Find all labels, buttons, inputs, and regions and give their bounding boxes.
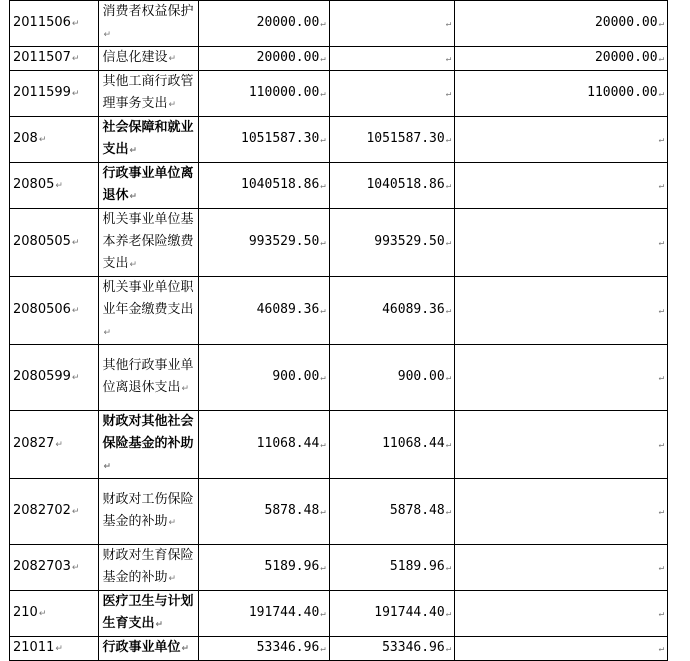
cell-text: 20827 [13,436,55,451]
cell-name [99,591,199,637]
cell-col4 [329,345,454,411]
paragraph-return-icon: ↵ [658,507,664,517]
cell-text: 财政对生育保险基金的补助 [102,548,194,585]
paragraph-return-icon: ↵ [658,89,664,99]
cell-col3 [199,277,330,345]
cell-text: 900.00 [397,369,445,384]
cell-name [99,117,199,163]
table-row [10,277,668,345]
cell-col5 [455,209,668,277]
table-row [10,71,668,117]
paragraph-return-icon: ↵ [168,518,176,528]
cell-text: 医疗卫生与计划生育支出 [102,594,194,631]
paragraph-return-icon: ↵ [181,644,189,654]
cell-col3 [199,479,330,545]
cell-text: 1051587.30 [366,131,445,146]
cell-col3 [199,47,330,71]
table-row [10,1,668,47]
cell-col3 [199,1,330,47]
cell-name [99,479,199,545]
cell-code [10,411,99,479]
cell-col3 [199,545,330,591]
paragraph-return-icon: ↵ [168,54,176,64]
cell-text: 行政事业单位 [102,640,181,655]
table-row [10,411,668,479]
cell-col4 [329,277,454,345]
cell-col3 [199,71,330,117]
cell-text: 5878.48 [389,503,445,518]
cell-text: 财政对工伤保险基金的补助 [102,492,194,529]
cell-text: 2082702 [13,503,71,518]
cell-name [99,47,199,71]
paragraph-return-icon: ↵ [320,609,326,619]
paragraph-return-icon: ↵ [445,89,452,99]
cell-text: 2080506 [13,302,71,317]
cell-code [10,545,99,591]
paragraph-return-icon: ↵ [658,181,664,191]
paragraph-return-icon: ↵ [181,384,189,394]
cell-text: 20805 [13,177,55,192]
paragraph-return-icon: ↵ [71,306,80,316]
cell-col4 [329,479,454,545]
cell-col5 [455,47,668,71]
cell-code [10,117,99,163]
table-row [10,163,668,209]
cell-code [10,277,99,345]
cell-col5 [455,1,668,47]
paragraph-return-icon: ↵ [320,238,326,248]
paragraph-return-icon: ↵ [129,260,137,270]
paragraph-return-icon: ↵ [658,609,664,619]
paragraph-return-icon: ↵ [658,238,664,248]
cell-name [99,71,199,117]
paragraph-return-icon: ↵ [168,574,176,584]
cell-code [10,209,99,277]
cell-text: 20000.00 [594,15,658,30]
paragraph-return-icon: ↵ [658,440,664,450]
table-row [10,345,668,411]
cell-text: 110000.00 [248,85,320,100]
paragraph-return-icon: ↵ [320,89,326,99]
cell-code [10,47,99,71]
cell-text: 1051587.30 [241,131,320,146]
cell-col5 [455,591,668,637]
cell-text: 20000.00 [256,50,320,65]
paragraph-return-icon: ↵ [320,135,326,145]
paragraph-return-icon: ↵ [71,238,80,248]
cell-text: 2011506 [13,15,71,30]
cell-text: 财政对其他社会保险基金的补助 [102,414,194,451]
paragraph-return-icon: ↵ [445,135,452,145]
cell-col3 [199,637,330,661]
cell-text: 191744.40 [374,605,445,620]
paragraph-return-icon: ↵ [445,507,452,517]
cell-text: 2080599 [13,369,71,384]
paragraph-return-icon: ↵ [129,146,137,156]
cell-text: 2011507 [13,50,71,65]
cell-text: 其他行政事业单位离退休支出 [102,358,194,395]
paragraph-return-icon: ↵ [71,507,80,517]
cell-col5 [455,163,668,209]
cell-text: 信息化建设 [102,50,168,65]
cell-col4 [329,163,454,209]
cell-col3 [199,117,330,163]
paragraph-return-icon: ↵ [445,440,452,450]
table-row [10,591,668,637]
cell-text: 1040518.86 [241,177,320,192]
paragraph-return-icon: ↵ [445,238,452,248]
cell-text: 11068.44 [382,436,445,451]
table-row [10,479,668,545]
cell-text: 行政事业单位离退休 [102,166,194,203]
cell-name [99,1,199,47]
paragraph-return-icon: ↵ [445,181,452,191]
cell-text: 21011 [13,640,55,655]
cell-col5 [455,345,668,411]
paragraph-return-icon: ↵ [320,19,326,29]
cell-text: 社会保障和就业支出 [102,120,194,157]
cell-name [99,277,199,345]
cell-text: 53346.96 [256,640,320,655]
cell-code [10,637,99,661]
cell-col4 [329,117,454,163]
cell-col5 [455,479,668,545]
cell-col4 [329,637,454,661]
paragraph-return-icon: ↵ [55,440,63,450]
cell-text: 46089.36 [256,302,320,317]
paragraph-return-icon: ↵ [320,440,326,450]
table-row [10,47,668,71]
cell-col4 [329,545,454,591]
paragraph-return-icon: ↵ [155,620,163,630]
paragraph-return-icon: ↵ [129,192,137,202]
cell-text: 993529.50 [248,234,320,249]
paragraph-return-icon: ↵ [320,181,326,191]
paragraph-return-icon: ↵ [320,507,326,517]
paragraph-return-icon: ↵ [320,54,326,64]
cell-col5 [455,71,668,117]
cell-text: 5189.96 [264,559,320,574]
cell-col5 [455,117,668,163]
cell-name [99,209,199,277]
paragraph-return-icon: ↵ [658,373,664,383]
cell-name [99,163,199,209]
cell-col4 [329,71,454,117]
paragraph-return-icon: ↵ [38,135,47,145]
cell-text: 2011599 [13,85,71,100]
paragraph-return-icon: ↵ [445,54,452,64]
paragraph-return-icon: ↵ [320,306,326,316]
cell-text: 5878.48 [264,503,320,518]
cell-code [10,71,99,117]
table-row [10,637,668,661]
paragraph-return-icon: ↵ [38,609,47,619]
table-row [10,209,668,277]
cell-text: 5189.96 [389,559,445,574]
cell-code [10,345,99,411]
cell-text: 900.00 [272,369,320,384]
paragraph-return-icon: ↵ [445,306,452,316]
cell-text: 消费者权益保护 [102,4,194,19]
paragraph-return-icon: ↵ [55,181,63,191]
cell-code [10,591,99,637]
cell-name [99,637,199,661]
cell-col3 [199,163,330,209]
cell-col5 [455,411,668,479]
cell-text: 机关事业单位职业年金缴费支出 [102,280,194,317]
paragraph-return-icon: ↵ [445,644,452,654]
cell-name [99,345,199,411]
cell-col5 [455,637,668,661]
cell-text: 20000.00 [256,15,320,30]
paragraph-return-icon: ↵ [658,644,664,654]
cell-code [10,479,99,545]
cell-col3 [199,209,330,277]
paragraph-return-icon: ↵ [445,609,452,619]
paragraph-return-icon: ↵ [103,328,111,338]
paragraph-return-icon: ↵ [71,89,80,99]
cell-col4 [329,47,454,71]
paragraph-return-icon: ↵ [658,19,664,29]
paragraph-return-icon: ↵ [658,54,664,64]
cell-text: 其他工商行政管理事务支出 [102,74,194,111]
cell-text: 191744.40 [248,605,320,620]
cell-text: 2080505 [13,234,71,249]
cell-col4 [329,209,454,277]
cell-text: 20000.00 [594,50,658,65]
cell-text: 53346.96 [382,640,445,655]
cell-name [99,411,199,479]
budget-table [9,0,668,661]
paragraph-return-icon: ↵ [445,19,452,29]
paragraph-return-icon: ↵ [71,54,80,64]
paragraph-return-icon: ↵ [71,19,80,29]
cell-col3 [199,345,330,411]
paragraph-return-icon: ↵ [320,644,326,654]
cell-code [10,1,99,47]
cell-text: 机关事业单位基本养老保险缴费支出 [102,212,194,271]
paragraph-return-icon: ↵ [658,306,664,316]
paragraph-return-icon: ↵ [658,563,664,573]
cell-text: 110000.00 [587,85,658,100]
paragraph-return-icon: ↵ [71,373,80,383]
cell-col5 [455,545,668,591]
cell-col5 [455,277,668,345]
paragraph-return-icon: ↵ [445,563,452,573]
paragraph-return-icon: ↵ [103,462,111,472]
cell-text: 46089.36 [382,302,445,317]
paragraph-return-icon: ↵ [103,30,111,40]
paragraph-return-icon: ↵ [55,644,63,654]
paragraph-return-icon: ↵ [445,373,452,383]
cell-col4 [329,1,454,47]
paragraph-return-icon: ↵ [168,100,176,110]
cell-text: 11068.44 [256,436,320,451]
cell-col3 [199,411,330,479]
cell-col3 [199,591,330,637]
paragraph-return-icon: ↵ [320,563,326,573]
paragraph-return-icon: ↵ [320,373,326,383]
cell-text: 2082703 [13,559,71,574]
cell-name [99,545,199,591]
paragraph-return-icon: ↵ [71,563,80,573]
cell-text: 993529.50 [374,234,445,249]
cell-text: 1040518.86 [366,177,445,192]
cell-code [10,163,99,209]
cell-col4 [329,411,454,479]
table-row [10,117,668,163]
paragraph-return-icon: ↵ [658,135,664,145]
cell-text: 210 [13,605,38,620]
cell-text: 208 [13,131,38,146]
cell-col4 [329,591,454,637]
table-row [10,545,668,591]
